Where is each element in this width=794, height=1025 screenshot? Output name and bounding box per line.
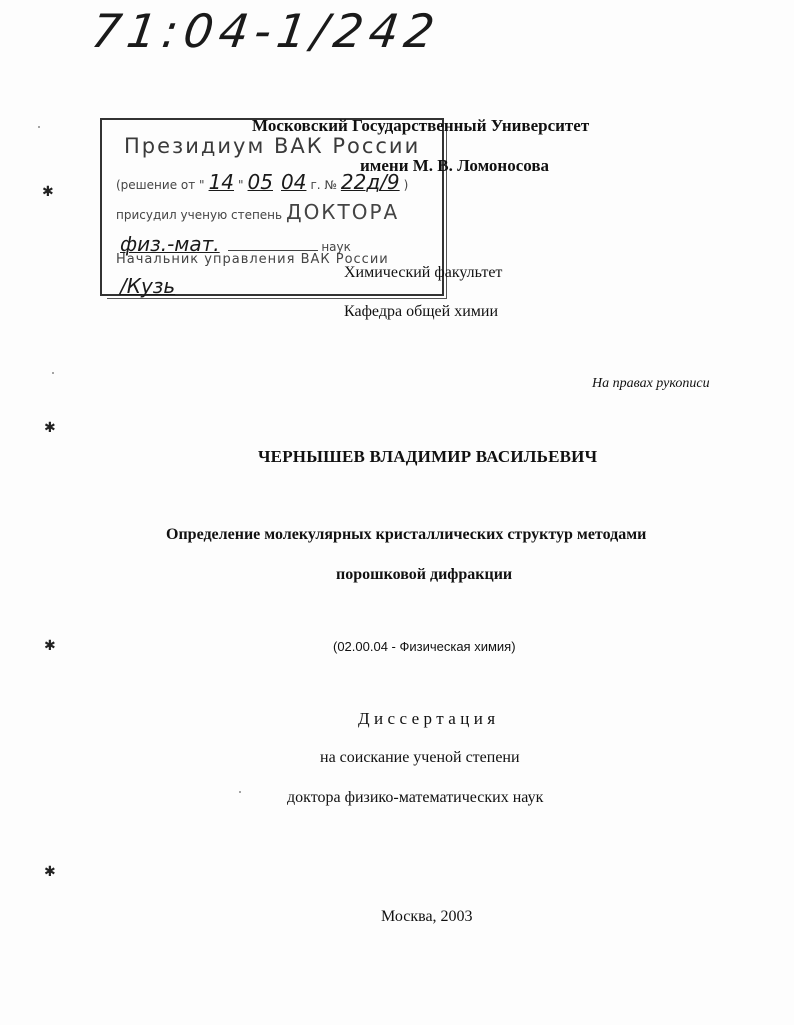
stamp-awarded-line	[116, 200, 399, 224]
stamp-title: Президиум ВАК России	[124, 134, 421, 158]
stamp-science-suffix: наук	[321, 240, 351, 254]
stamp-chief-label: Начальник управления ВАК России	[116, 252, 389, 267]
dissertation-title-line1: Определение молекулярных кристаллических структур методами	[166, 526, 647, 543]
binding-mark-4: ✱	[44, 864, 56, 880]
binding-mark-3: ✱	[44, 638, 56, 654]
stamp-awarded-prefix: присудил ученую степень	[116, 208, 283, 222]
scan-speck	[239, 791, 241, 793]
degree-purpose-line1: на соискание ученой степени	[320, 749, 520, 766]
binding-mark-1: ✱	[42, 184, 54, 200]
stamp-blank-line	[228, 238, 318, 251]
university-name: Московский Государственный Университет	[252, 116, 590, 135]
stamp-decision-day: 14	[208, 170, 235, 194]
stamp-decision-mid: "	[238, 178, 244, 192]
city-year: Москва, 2003	[381, 908, 473, 925]
faculty-name: Химический факультет	[344, 264, 503, 281]
binding-mark-2: ✱	[44, 420, 56, 436]
stamp-decision-number: 22д/9	[340, 170, 400, 194]
scan-speck	[52, 372, 54, 374]
university-name-line2: имени М. В. Ломоносова	[360, 156, 550, 175]
handwritten-archive-code: 71:04-1/242	[88, 4, 444, 58]
author-name: ЧЕРНЫШЕВ ВЛАДИМИР ВАСИЛЬЕВИЧ	[258, 447, 598, 466]
department-name: Кафедра общей химии	[344, 303, 498, 320]
document-type: Диссертация	[358, 709, 500, 728]
stamp-signature-line	[116, 274, 179, 298]
stamp-science-field: физ.-мат.	[120, 232, 220, 256]
stamp-decision-month: 05	[247, 170, 273, 194]
specialty-code: (02.00.04 - Физическая химия)	[333, 639, 516, 654]
stamp-decision-suffix: )	[403, 178, 409, 192]
stamp-decision-year: 04	[281, 170, 307, 194]
stamp-decision-prefix: (решение от "	[116, 178, 205, 192]
manuscript-rights-note: На правах рукописи	[592, 376, 710, 391]
stamp-degree: ДОКТОРА	[285, 200, 400, 224]
stamp-decision-num-prefix: г. №	[310, 178, 337, 192]
dissertation-title-line2: порошковой дифракции	[336, 566, 513, 583]
degree-purpose-line2: доктора физико-математических наук	[287, 789, 544, 806]
stamp-signature: /Кузь	[120, 274, 176, 298]
scan-speck	[38, 126, 40, 128]
